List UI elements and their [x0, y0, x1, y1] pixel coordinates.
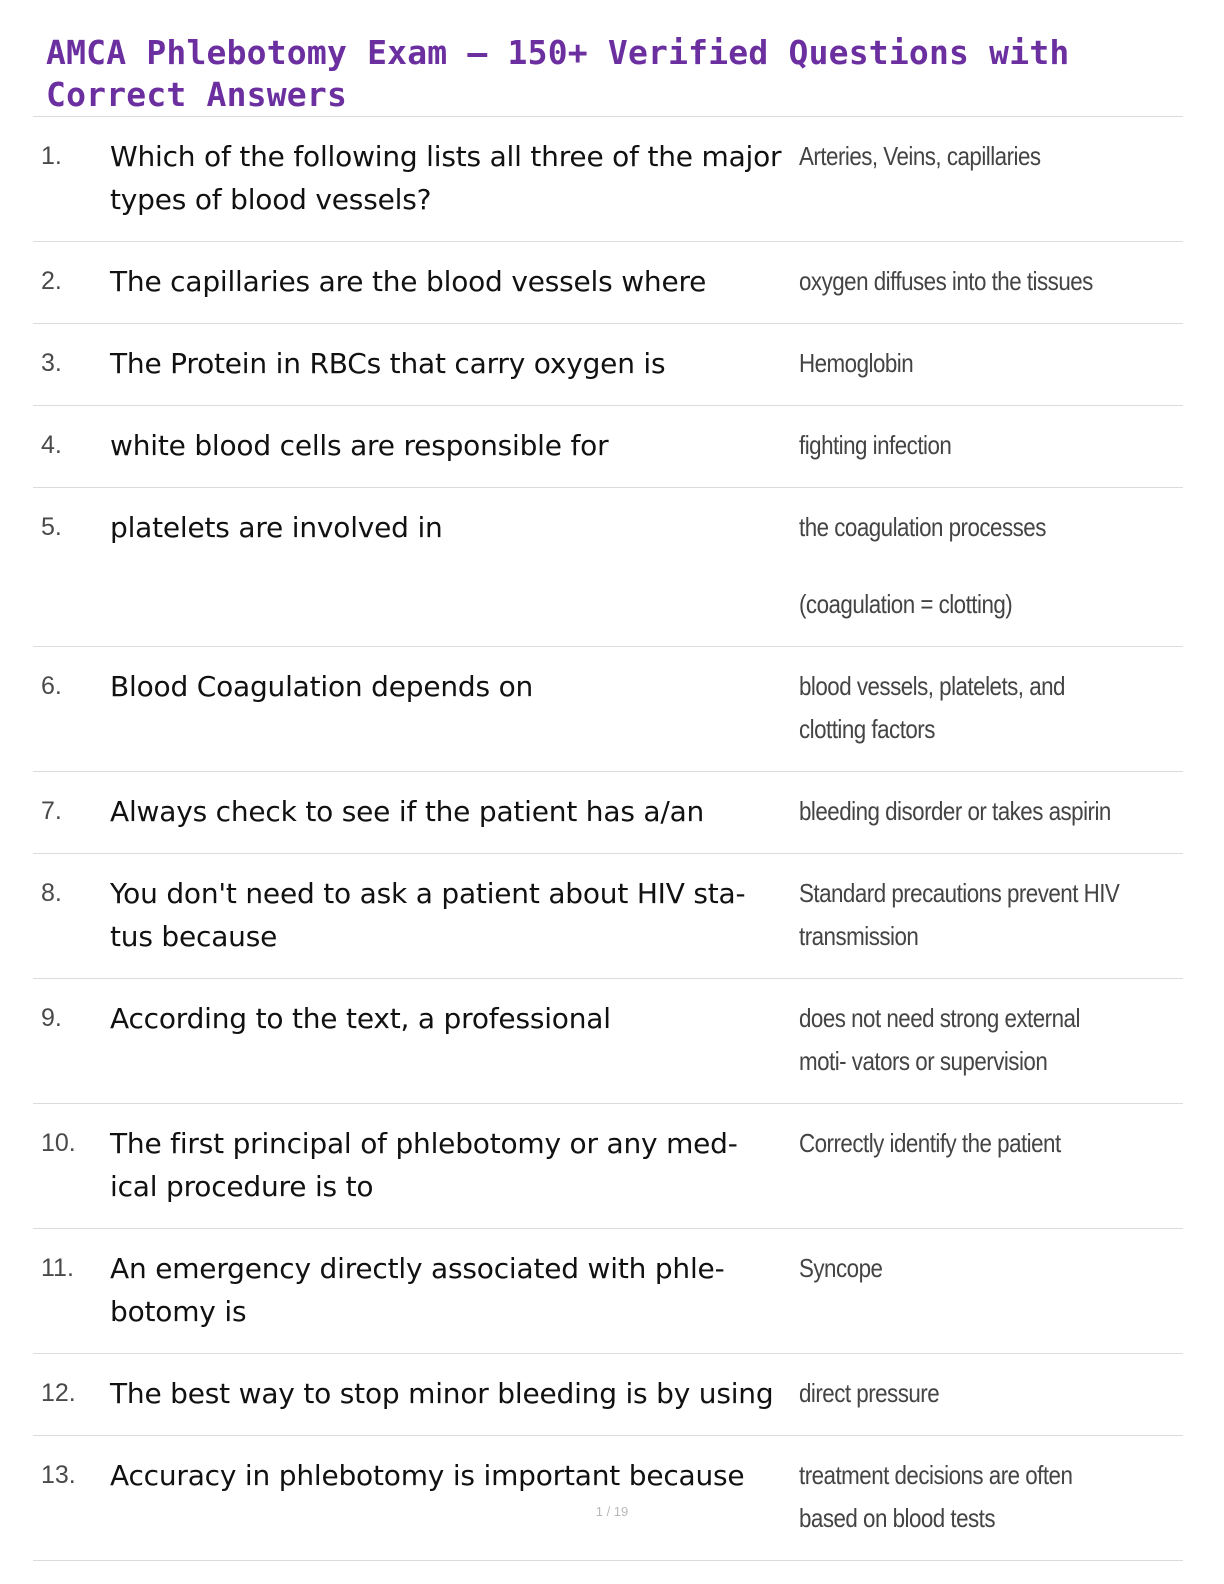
page-number: 1 / 19 — [595, 1504, 629, 1519]
question-number: 1. — [41, 142, 62, 170]
question-text: white blood cells are responsible for — [110, 429, 609, 462]
answer-line: Standard precautions prevent HIV transmission — [799, 878, 1120, 951]
question-text: Accuracy in phlebotomy is important because — [110, 1459, 745, 1492]
question-number: 13. — [41, 1461, 76, 1489]
question-text: The first principal of phlebotomy or any med- ical procedure is to — [110, 1127, 738, 1203]
question-text: The best way to stop minor bleeding is by using — [110, 1377, 774, 1410]
answer-line: Correctly identify the patient — [799, 1128, 1061, 1158]
answer-text — [799, 1122, 1129, 1208]
qa-row — [33, 772, 1183, 854]
answer-line: oxygen diffuses into the tissues — [799, 266, 1093, 296]
answer-text — [799, 1247, 1129, 1333]
qa-row — [33, 1229, 1183, 1354]
qa-row — [33, 854, 1183, 979]
answer-text — [799, 790, 1129, 833]
question-text: You don't need to ask a patient about HIV sta- tus because — [110, 877, 746, 953]
answer-text — [799, 506, 1129, 626]
answer-text — [799, 872, 1129, 958]
answer-line: the coagulation processes — [799, 512, 1046, 542]
answer-text — [799, 1454, 1129, 1540]
qa-row — [33, 117, 1183, 242]
question-number: 2. — [41, 267, 62, 295]
qa-row — [33, 406, 1183, 488]
answer-line: direct pressure — [799, 1378, 940, 1408]
qa-row — [33, 324, 1183, 406]
question-text: Blood Coagulation depends on — [110, 670, 534, 703]
question-text: Which of the following lists all three of the major types of blood vessels? — [110, 140, 782, 216]
question-number: 3. — [41, 349, 62, 377]
question-number: 8. — [41, 879, 62, 907]
question-text: The capillaries are the blood vessels where — [110, 265, 707, 298]
qa-row — [33, 979, 1183, 1104]
question-text: platelets are involved in — [110, 511, 443, 544]
document-title: AMCA Phlebotomy Exam – 150+ Verified Questions with Correct Answers — [46, 33, 1070, 114]
question-number: 9. — [41, 1004, 62, 1032]
answer-text — [799, 135, 1129, 221]
qa-row — [33, 1436, 1183, 1561]
question-text: Always check to see if the patient has a/an — [110, 795, 705, 828]
answer-line: Hemoglobin — [799, 348, 914, 378]
answer-line: treatment decisions are often based on blood tests — [799, 1460, 1073, 1533]
question-text: According to the text, a professional — [110, 1002, 611, 1035]
qa-row — [33, 242, 1183, 324]
answer-line: bleeding disorder or takes aspirin — [799, 796, 1111, 826]
question-number: 7. — [41, 797, 62, 825]
qa-row — [33, 647, 1183, 772]
qa-row — [33, 1104, 1183, 1229]
answer-text — [799, 665, 1129, 751]
qa-row — [33, 1354, 1183, 1436]
answer-line: blood vessels, platelets, and clotting factors — [799, 671, 1065, 744]
qa-list — [33, 116, 1183, 1561]
answer-line: Arteries, Veins, capillaries — [799, 141, 1041, 171]
answer-line: Syncope — [799, 1253, 883, 1283]
answer-text — [799, 997, 1129, 1083]
answer-text — [799, 260, 1129, 303]
question-number: 4. — [41, 431, 62, 459]
question-number: 6. — [41, 672, 62, 700]
qa-row — [33, 488, 1183, 647]
answer-text — [799, 1372, 1129, 1415]
question-number: 10. — [41, 1129, 76, 1157]
question-text: The Protein in RBCs that carry oxygen is — [110, 347, 666, 380]
answer-line: fighting infection — [799, 430, 952, 460]
question-text: An emergency directly associated with phle- botomy is — [110, 1252, 725, 1328]
answer-text — [799, 342, 1129, 385]
answer-line: does not need strong external moti- vators or supervision — [799, 1003, 1080, 1076]
question-number: 11. — [41, 1254, 74, 1282]
answer-text — [799, 424, 1129, 467]
question-number: 5. — [41, 513, 62, 541]
answer-note: (coagulation = clotting) — [799, 589, 1013, 619]
question-number: 12. — [41, 1379, 76, 1407]
